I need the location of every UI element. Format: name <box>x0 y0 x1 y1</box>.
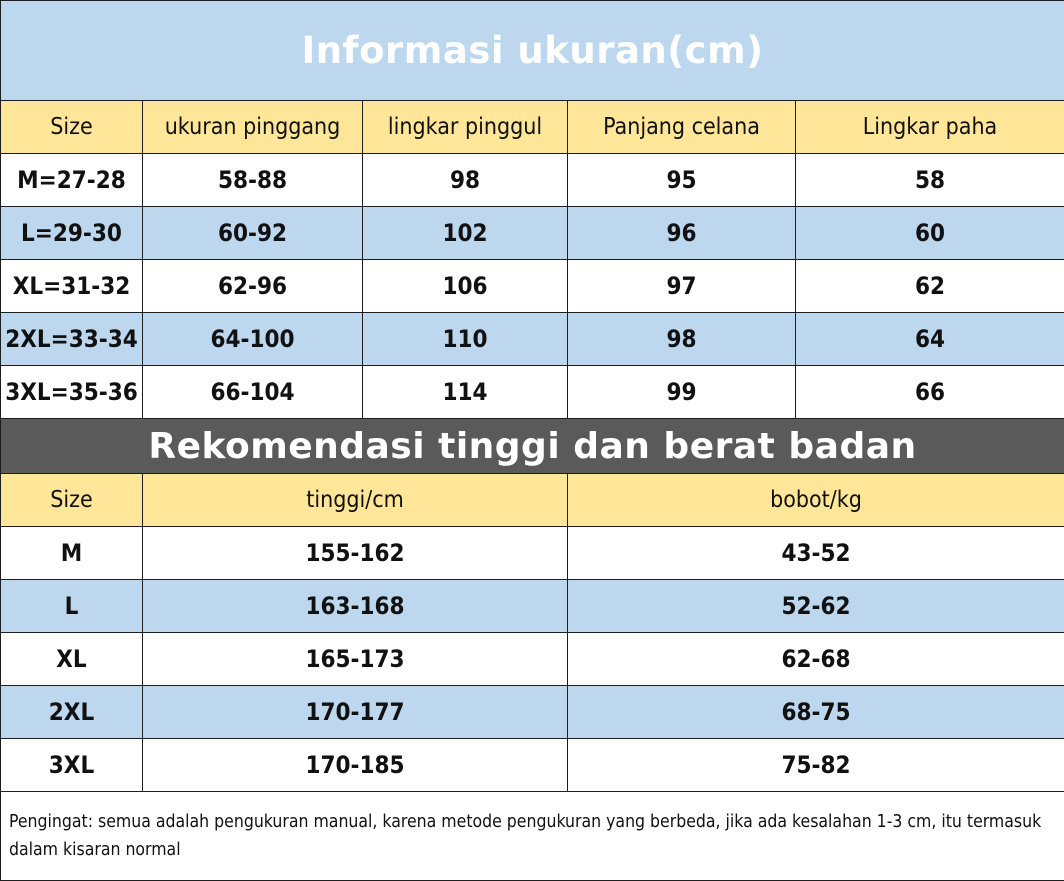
size-cell: M=27-28 <box>1 154 143 207</box>
hip-cell: 110 <box>363 313 568 366</box>
height-cell: 155-162 <box>143 527 568 580</box>
waist-cell: 58-88 <box>143 154 363 207</box>
table-row <box>1 527 1064 580</box>
weight-cell: 68-75 <box>568 686 1064 739</box>
size-table-title: Informasi ukuran(cm) <box>1 1 1064 101</box>
thigh-cell: 58 <box>796 154 1064 207</box>
length-cell: 97 <box>568 260 796 313</box>
recommend-table-title: Rekomendasi tinggi dan berat badan <box>1 419 1064 474</box>
length-cell: 95 <box>568 154 796 207</box>
size-cell: L <box>1 580 143 633</box>
weight-cell: 75-82 <box>568 739 1064 792</box>
note-row <box>1 792 1064 881</box>
hip-cell: 114 <box>363 366 568 419</box>
table-row <box>1 633 1064 686</box>
hip-cell: 98 <box>363 154 568 207</box>
size-cell: 3XL=35-36 <box>1 366 143 419</box>
size-table-header-row <box>1 101 1064 154</box>
size-table-title-row <box>1 1 1064 101</box>
thigh-cell: 62 <box>796 260 1064 313</box>
header-cell: tinggi/cm <box>143 474 568 527</box>
header-cell: lingkar pinggul <box>363 101 568 154</box>
height-cell: 165-173 <box>143 633 568 686</box>
header-cell: Size <box>1 474 143 527</box>
waist-cell: 62-96 <box>143 260 363 313</box>
thigh-cell: 66 <box>796 366 1064 419</box>
length-cell: 99 <box>568 366 796 419</box>
hip-cell: 102 <box>363 207 568 260</box>
table-row <box>1 366 1064 419</box>
table-row <box>1 580 1064 633</box>
header-cell: Lingkar paha <box>796 101 1064 154</box>
height-cell: 163-168 <box>143 580 568 633</box>
table-row <box>1 686 1064 739</box>
header-cell: Size <box>1 101 143 154</box>
recommend-table-header-row <box>1 474 1064 527</box>
size-cell: XL <box>1 633 143 686</box>
table-row <box>1 260 1064 313</box>
size-cell: M <box>1 527 143 580</box>
recommend-table-title-row <box>1 419 1064 474</box>
table-row <box>1 207 1064 260</box>
waist-cell: 66-104 <box>143 366 363 419</box>
thigh-cell: 64 <box>796 313 1064 366</box>
size-cell: 2XL <box>1 686 143 739</box>
height-cell: 170-185 <box>143 739 568 792</box>
height-cell: 170-177 <box>143 686 568 739</box>
table-row <box>1 313 1064 366</box>
length-cell: 98 <box>568 313 796 366</box>
weight-cell: 62-68 <box>568 633 1064 686</box>
size-cell: 3XL <box>1 739 143 792</box>
table-row <box>1 739 1064 792</box>
header-cell: ukuran pinggang <box>143 101 363 154</box>
header-cell: bobot/kg <box>568 474 1064 527</box>
size-cell: L=29-30 <box>1 207 143 260</box>
size-cell: XL=31-32 <box>1 260 143 313</box>
size-cell: 2XL=33-34 <box>1 313 143 366</box>
weight-cell: 43-52 <box>568 527 1064 580</box>
waist-cell: 64-100 <box>143 313 363 366</box>
hip-cell: 106 <box>363 260 568 313</box>
waist-cell: 60-92 <box>143 207 363 260</box>
weight-cell: 52-62 <box>568 580 1064 633</box>
table-row <box>1 154 1064 207</box>
header-cell: Panjang celana <box>568 101 796 154</box>
thigh-cell: 60 <box>796 207 1064 260</box>
measurement-note: Pengingat: semua adalah pengukuran manual, karena metode pengukuran yang berbeda, jika ada kesalahan 1-3 cm, itu termasuk dalam kisaran normal <box>1 792 1064 881</box>
length-cell: 96 <box>568 207 796 260</box>
